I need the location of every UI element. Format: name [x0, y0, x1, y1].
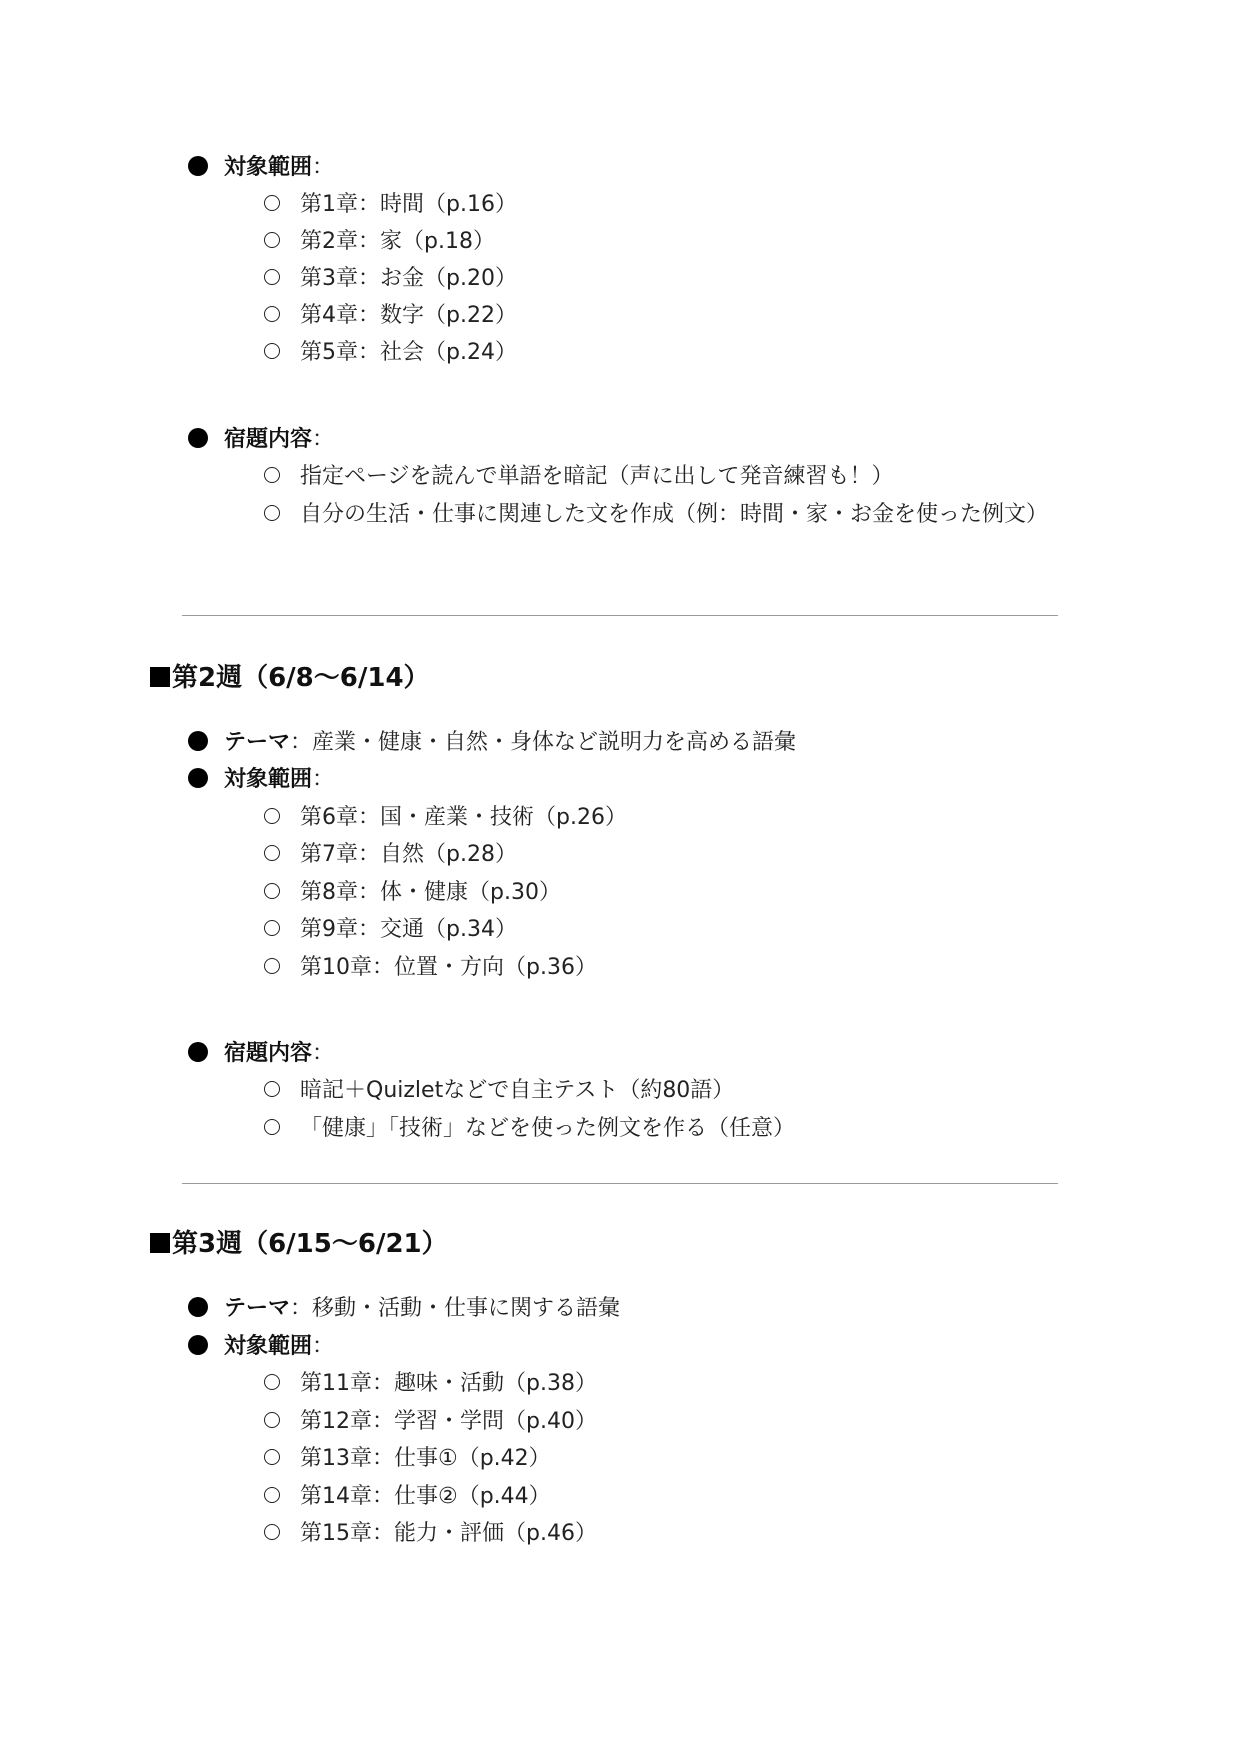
chapter-text: 第13章：仕事①（p.42）	[300, 1446, 551, 1471]
colon: ：	[290, 1296, 313, 1321]
range-label: 対象範囲	[224, 1334, 313, 1359]
black-square-icon	[150, 667, 170, 687]
filled-circle-bullet-icon	[188, 428, 208, 448]
homework-item	[264, 458, 894, 496]
hollow-circle-bullet-icon	[264, 958, 280, 974]
chapter-item	[264, 1365, 597, 1403]
filled-circle-bullet-icon	[188, 1335, 208, 1355]
chapter-text: 第5章：社会（p.24）	[300, 340, 517, 365]
chapter-text: 第10章：位置・方向（p.36）	[300, 955, 597, 980]
section-divider	[182, 1183, 1058, 1184]
homework-item	[264, 1110, 795, 1148]
hollow-circle-bullet-icon	[264, 232, 280, 248]
chapter-text: 第1章：時間（p.16）	[300, 192, 517, 217]
week1-range-item	[188, 149, 334, 187]
filled-circle-bullet-icon	[188, 1297, 208, 1317]
colon: ：	[312, 427, 335, 452]
chapter-text: 第8章：体・健康（p.30）	[300, 880, 561, 905]
week2-heading	[150, 656, 430, 700]
homework-item	[264, 1072, 734, 1110]
filled-circle-bullet-icon	[188, 156, 208, 176]
chapter-text: 第12章：学習・学問（p.40）	[300, 1409, 597, 1434]
chapter-item	[264, 1515, 597, 1553]
chapter-item	[264, 1440, 551, 1478]
chapter-item	[264, 799, 627, 837]
colon: ：	[312, 767, 335, 792]
filled-circle-bullet-icon	[188, 768, 208, 788]
chapter-text: 第9章：交通（p.34）	[300, 917, 517, 942]
colon: ：	[312, 155, 335, 180]
chapter-item	[264, 334, 517, 372]
colon: ：	[312, 1041, 335, 1066]
hollow-circle-bullet-icon	[264, 1081, 280, 1097]
chapter-item	[264, 223, 495, 261]
colon: ：	[290, 730, 313, 755]
colon: ：	[312, 1334, 335, 1359]
week2-heading-text: 第2週（6/8〜6/14）	[172, 663, 430, 693]
homework-text: 暗記＋Quizletなどで自主テスト（約80語）	[300, 1078, 735, 1103]
chapter-item	[264, 297, 517, 335]
chapter-text: 第14章：仕事②（p.44）	[300, 1484, 551, 1509]
week2-range-item	[188, 761, 334, 799]
hollow-circle-bullet-icon	[264, 808, 280, 824]
week1-homework-item	[188, 421, 334, 459]
chapter-text: 第15章：能力・評価（p.46）	[300, 1521, 597, 1546]
hollow-circle-bullet-icon	[264, 1524, 280, 1540]
hollow-circle-bullet-icon	[264, 883, 280, 899]
homework-label: 宿題内容	[224, 1041, 313, 1066]
homework-item	[264, 496, 1048, 534]
homework-text: 指定ページを読んで単語を暗記（声に出して発音練習も！）	[300, 464, 894, 489]
theme-text: 移動・活動・仕事に関する語彙	[312, 1296, 621, 1321]
chapter-text: 第4章：数字（p.22）	[300, 303, 517, 328]
filled-circle-bullet-icon	[188, 1042, 208, 1062]
range-label: 対象範囲	[224, 155, 313, 180]
chapter-item	[264, 260, 517, 298]
week2-theme-item	[188, 724, 796, 762]
chapter-text: 第11章：趣味・活動（p.38）	[300, 1371, 597, 1396]
hollow-circle-bullet-icon	[264, 306, 280, 322]
week3-heading-text: 第3週（6/15〜6/21）	[172, 1229, 448, 1259]
week3-heading	[150, 1222, 448, 1266]
chapter-item	[264, 874, 561, 912]
section-divider	[182, 615, 1058, 616]
hollow-circle-bullet-icon	[264, 845, 280, 861]
hollow-circle-bullet-icon	[264, 920, 280, 936]
hollow-circle-bullet-icon	[264, 505, 280, 521]
black-square-icon	[150, 1233, 170, 1253]
homework-label: 宿題内容	[224, 427, 313, 452]
range-label: 対象範囲	[224, 767, 313, 792]
theme-label: テーマ	[224, 730, 291, 755]
hollow-circle-bullet-icon	[264, 195, 280, 211]
hollow-circle-bullet-icon	[264, 1449, 280, 1465]
week3-range-item	[188, 1328, 334, 1366]
hollow-circle-bullet-icon	[264, 467, 280, 483]
theme-text: 産業・健康・自然・身体など説明力を高める語彙	[312, 730, 797, 755]
hollow-circle-bullet-icon	[264, 1487, 280, 1503]
chapter-item	[264, 911, 517, 949]
chapter-item	[264, 186, 517, 224]
chapter-text: 第6章：国・産業・技術（p.26）	[300, 805, 627, 830]
hollow-circle-bullet-icon	[264, 343, 280, 359]
week2-homework-item	[188, 1035, 334, 1073]
filled-circle-bullet-icon	[188, 731, 208, 751]
homework-text: 自分の生活・仕事に関連した文を作成（例：時間・家・お金を使った例文）	[300, 502, 1049, 527]
chapter-item	[264, 1478, 551, 1516]
chapter-text: 第3章：お金（p.20）	[300, 266, 517, 291]
chapter-item	[264, 1403, 597, 1441]
hollow-circle-bullet-icon	[264, 1119, 280, 1135]
chapter-text: 第7章：自然（p.28）	[300, 842, 517, 867]
week3-theme-item	[188, 1290, 620, 1328]
hollow-circle-bullet-icon	[264, 1374, 280, 1390]
theme-label: テーマ	[224, 1296, 291, 1321]
chapter-item	[264, 836, 517, 874]
chapter-item	[264, 949, 597, 987]
hollow-circle-bullet-icon	[264, 1412, 280, 1428]
homework-text: 「健康」「技術」などを使った例文を作る（任意）	[300, 1116, 796, 1141]
hollow-circle-bullet-icon	[264, 269, 280, 285]
chapter-text: 第2章：家（p.18）	[300, 229, 495, 254]
